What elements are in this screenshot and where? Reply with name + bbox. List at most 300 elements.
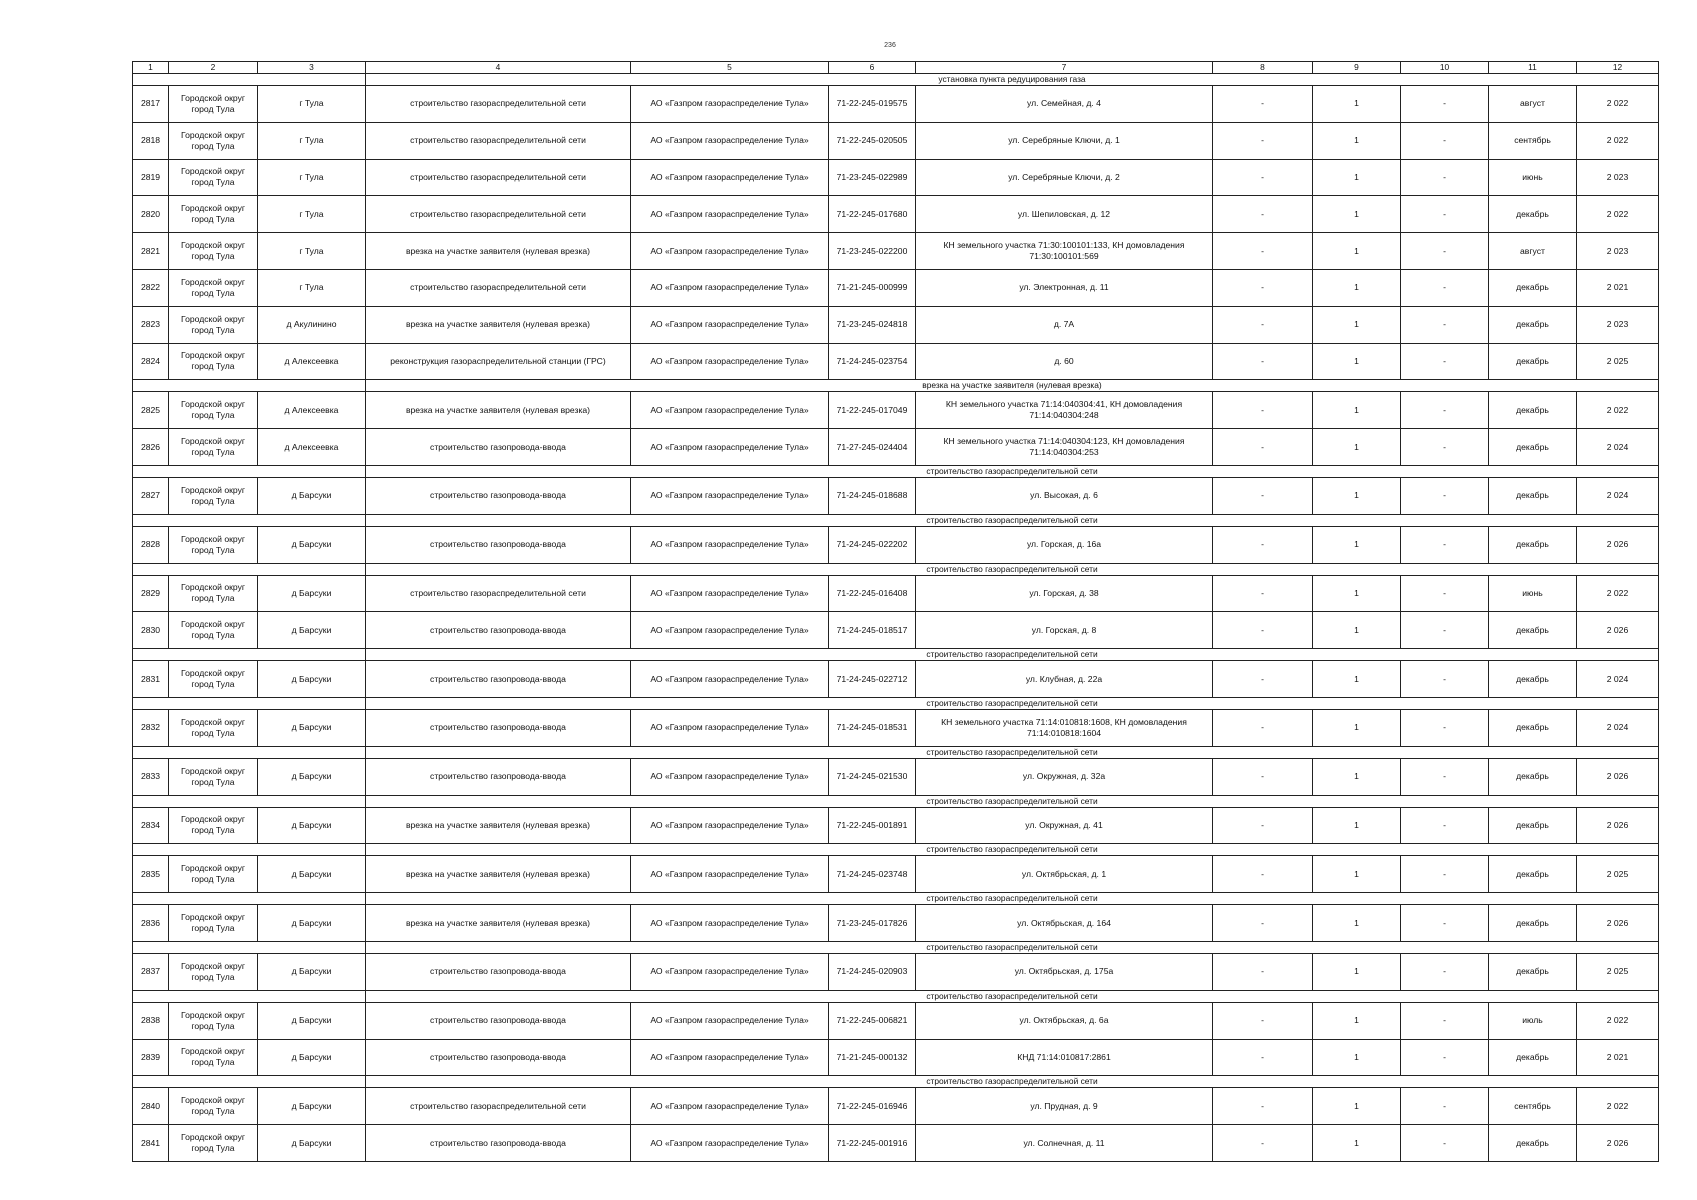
year-cell: 2 022 — [1577, 575, 1659, 612]
organization-cell: АО «Газпром газораспределение Тула» — [631, 758, 829, 795]
column-number-row — [133, 62, 1659, 74]
column-10-cell: - — [1401, 86, 1489, 123]
month-cell: декабрь — [1489, 343, 1577, 380]
section-note-row — [133, 1076, 1659, 1088]
municipality-cell: Городской округ город Тула — [169, 477, 258, 514]
column-8-cell: - — [1213, 86, 1313, 123]
table-row — [133, 856, 1659, 893]
municipality-cell: Городской округ город Тула — [169, 526, 258, 563]
locality-cell: д Барсуки — [258, 953, 366, 990]
municipality-cell: Городской округ город Тула — [169, 86, 258, 123]
organization-cell: АО «Газпром газораспределение Тула» — [631, 575, 829, 612]
address-cell: КН земельного участка 71:30:100101:133, КН домовладения 71:30:100101:569 — [916, 233, 1213, 270]
municipality-cell: Городской округ город Тула — [169, 1002, 258, 1039]
column-10-cell: - — [1401, 758, 1489, 795]
column-9-cell: 1 — [1313, 1125, 1401, 1162]
month-cell: декабрь — [1489, 1039, 1577, 1076]
work-type-cell: строительство газораспределительной сети — [366, 196, 631, 233]
row-number: 2836 — [133, 905, 169, 942]
address-cell: КН земельного участка 71:14:040304:123, КН домовладения 71:14:040304:253 — [916, 429, 1213, 466]
year-cell: 2 025 — [1577, 343, 1659, 380]
year-cell: 2 025 — [1577, 856, 1659, 893]
row-number: 2818 — [133, 122, 169, 159]
note-spacer — [133, 795, 366, 807]
note-spacer — [133, 380, 366, 392]
locality-cell: д Акулинино — [258, 306, 366, 343]
month-cell: декабрь — [1489, 1125, 1577, 1162]
section-note-row — [133, 697, 1659, 709]
note-spacer — [133, 941, 366, 953]
table-row — [133, 429, 1659, 466]
table-row — [133, 953, 1659, 990]
row-number: 2825 — [133, 392, 169, 429]
month-cell: декабрь — [1489, 709, 1577, 746]
municipality-cell: Городской округ город Тула — [169, 1088, 258, 1125]
column-10-cell: - — [1401, 306, 1489, 343]
column-9-cell: 1 — [1313, 758, 1401, 795]
row-number: 2824 — [133, 343, 169, 380]
month-cell: декабрь — [1489, 807, 1577, 844]
section-note: врезка на участке заявителя (нулевая врезка) — [366, 380, 1659, 392]
municipality-cell: Городской округ город Тула — [169, 306, 258, 343]
work-type-cell: врезка на участке заявителя (нулевая врезка) — [366, 392, 631, 429]
row-number: 2839 — [133, 1039, 169, 1076]
locality-cell: д Барсуки — [258, 1002, 366, 1039]
table-row — [133, 1002, 1659, 1039]
note-spacer — [133, 514, 366, 526]
column-9-cell: 1 — [1313, 343, 1401, 380]
column-8-cell: - — [1213, 807, 1313, 844]
column-number: 9 — [1313, 62, 1401, 74]
organization-cell: АО «Газпром газораспределение Тула» — [631, 953, 829, 990]
section-note: строительство газораспределительной сети — [366, 990, 1659, 1002]
column-8-cell: - — [1213, 905, 1313, 942]
year-cell: 2 021 — [1577, 1039, 1659, 1076]
organization-cell: АО «Газпром газораспределение Тула» — [631, 159, 829, 196]
column-10-cell: - — [1401, 807, 1489, 844]
column-10-cell: - — [1401, 343, 1489, 380]
year-cell: 2 022 — [1577, 196, 1659, 233]
row-number: 2827 — [133, 477, 169, 514]
month-cell: август — [1489, 86, 1577, 123]
month-cell: декабрь — [1489, 661, 1577, 698]
row-number: 2828 — [133, 526, 169, 563]
work-type-cell: строительство газораспределительной сети — [366, 1088, 631, 1125]
table-row — [133, 122, 1659, 159]
column-10-cell: - — [1401, 526, 1489, 563]
column-number: 4 — [366, 62, 631, 74]
column-10-cell: - — [1401, 159, 1489, 196]
organization-cell: АО «Газпром газораспределение Тула» — [631, 1039, 829, 1076]
column-9-cell: 1 — [1313, 429, 1401, 466]
column-10-cell: - — [1401, 1002, 1489, 1039]
work-type-cell: врезка на участке заявителя (нулевая врезка) — [366, 905, 631, 942]
section-note: строительство газораспределительной сети — [366, 941, 1659, 953]
note-spacer — [133, 649, 366, 661]
row-number: 2831 — [133, 661, 169, 698]
column-number: 12 — [1577, 62, 1659, 74]
column-8-cell: - — [1213, 122, 1313, 159]
month-cell: декабрь — [1489, 477, 1577, 514]
year-cell: 2 023 — [1577, 159, 1659, 196]
section-note-row — [133, 74, 1659, 86]
table-row — [133, 709, 1659, 746]
note-spacer — [133, 746, 366, 758]
row-number: 2820 — [133, 196, 169, 233]
year-cell: 2 024 — [1577, 661, 1659, 698]
request-code-cell: 71-21-245-000132 — [829, 1039, 916, 1076]
row-number: 2817 — [133, 86, 169, 123]
section-note: строительство газораспределительной сети — [366, 746, 1659, 758]
column-9-cell: 1 — [1313, 856, 1401, 893]
organization-cell: АО «Газпром газораспределение Тула» — [631, 709, 829, 746]
locality-cell: д Барсуки — [258, 477, 366, 514]
column-9-cell: 1 — [1313, 661, 1401, 698]
row-number: 2823 — [133, 306, 169, 343]
request-code-cell: 71-22-245-017680 — [829, 196, 916, 233]
work-type-cell: строительство газораспределительной сети — [366, 159, 631, 196]
year-cell: 2 026 — [1577, 758, 1659, 795]
work-type-cell: строительство газораспределительной сети — [366, 122, 631, 159]
table-row — [133, 1125, 1659, 1162]
municipality-cell: Городской округ город Тула — [169, 758, 258, 795]
month-cell: декабрь — [1489, 392, 1577, 429]
month-cell: сентябрь — [1489, 1088, 1577, 1125]
request-code-cell: 71-24-245-018531 — [829, 709, 916, 746]
address-cell: ул. Горская, д. 8 — [916, 612, 1213, 649]
request-code-cell: 71-24-245-023754 — [829, 343, 916, 380]
month-cell: декабрь — [1489, 953, 1577, 990]
organization-cell: АО «Газпром газораспределение Тула» — [631, 477, 829, 514]
address-cell: ул. Октябрьская, д. 175а — [916, 953, 1213, 990]
address-cell: КН земельного участка 71:14:040304:41, КН домовладения 71:14:040304:248 — [916, 392, 1213, 429]
column-10-cell: - — [1401, 661, 1489, 698]
organization-cell: АО «Газпром газораспределение Тула» — [631, 86, 829, 123]
month-cell: декабрь — [1489, 612, 1577, 649]
column-10-cell: - — [1401, 269, 1489, 306]
column-9-cell: 1 — [1313, 159, 1401, 196]
column-9-cell: 1 — [1313, 306, 1401, 343]
year-cell: 2 022 — [1577, 1088, 1659, 1125]
column-8-cell: - — [1213, 575, 1313, 612]
month-cell: июнь — [1489, 159, 1577, 196]
address-cell: КНД 71:14:010817:2861 — [916, 1039, 1213, 1076]
row-number: 2829 — [133, 575, 169, 612]
table-row — [133, 86, 1659, 123]
row-number: 2841 — [133, 1125, 169, 1162]
table-row — [133, 612, 1659, 649]
row-number: 2834 — [133, 807, 169, 844]
organization-cell: АО «Газпром газораспределение Тула» — [631, 306, 829, 343]
column-8-cell: - — [1213, 233, 1313, 270]
address-cell: ул. Солнечная, д. 11 — [916, 1125, 1213, 1162]
organization-cell: АО «Газпром газораспределение Тула» — [631, 343, 829, 380]
section-note: строительство газораспределительной сети — [366, 465, 1659, 477]
municipality-cell: Городской округ город Тула — [169, 392, 258, 429]
column-9-cell: 1 — [1313, 477, 1401, 514]
column-9-cell: 1 — [1313, 1088, 1401, 1125]
locality-cell: д Барсуки — [258, 526, 366, 563]
section-note-row — [133, 465, 1659, 477]
locality-cell: г Тула — [258, 86, 366, 123]
work-type-cell: строительство газораспределительной сети — [366, 86, 631, 123]
request-code-cell: 71-24-245-018688 — [829, 477, 916, 514]
locality-cell: д Барсуки — [258, 905, 366, 942]
organization-cell: АО «Газпром газораспределение Тула» — [631, 526, 829, 563]
table-row — [133, 233, 1659, 270]
work-type-cell: строительство газопровода-ввода — [366, 477, 631, 514]
section-note-row — [133, 941, 1659, 953]
column-number: 6 — [829, 62, 916, 74]
note-spacer — [133, 1076, 366, 1088]
organization-cell: АО «Газпром газораспределение Тула» — [631, 905, 829, 942]
column-8-cell: - — [1213, 159, 1313, 196]
column-number: 8 — [1213, 62, 1313, 74]
row-number: 2826 — [133, 429, 169, 466]
note-spacer — [133, 844, 366, 856]
work-type-cell: строительство газопровода-ввода — [366, 709, 631, 746]
column-10-cell: - — [1401, 1088, 1489, 1125]
column-8-cell: - — [1213, 758, 1313, 795]
month-cell: декабрь — [1489, 306, 1577, 343]
address-cell: ул. Серебряные Ключи, д. 2 — [916, 159, 1213, 196]
section-note: строительство газораспределительной сети — [366, 514, 1659, 526]
column-9-cell: 1 — [1313, 1002, 1401, 1039]
work-type-cell: строительство газораспределительной сети — [366, 269, 631, 306]
section-note: строительство газораспределительной сети — [366, 1076, 1659, 1088]
section-note: строительство газораспределительной сети — [366, 893, 1659, 905]
table-row — [133, 526, 1659, 563]
municipality-cell: Городской округ город Тула — [169, 159, 258, 196]
row-number: 2832 — [133, 709, 169, 746]
registry-table — [132, 61, 1659, 1162]
table-row — [133, 196, 1659, 233]
municipality-cell: Городской округ город Тула — [169, 196, 258, 233]
column-number: 11 — [1489, 62, 1577, 74]
row-number: 2838 — [133, 1002, 169, 1039]
municipality-cell: Городской округ город Тула — [169, 575, 258, 612]
address-cell: ул. Электронная, д. 11 — [916, 269, 1213, 306]
request-code-cell: 71-22-245-006821 — [829, 1002, 916, 1039]
municipality-cell: Городской округ город Тула — [169, 953, 258, 990]
column-8-cell: - — [1213, 856, 1313, 893]
locality-cell: д Барсуки — [258, 709, 366, 746]
column-8-cell: - — [1213, 306, 1313, 343]
note-spacer — [133, 465, 366, 477]
organization-cell: АО «Газпром газораспределение Тула» — [631, 392, 829, 429]
column-8-cell: - — [1213, 1002, 1313, 1039]
section-note: строительство газораспределительной сети — [366, 697, 1659, 709]
section-note-row — [133, 795, 1659, 807]
column-9-cell: 1 — [1313, 196, 1401, 233]
organization-cell: АО «Газпром газораспределение Тула» — [631, 612, 829, 649]
request-code-cell: 71-23-245-024818 — [829, 306, 916, 343]
work-type-cell: врезка на участке заявителя (нулевая врезка) — [366, 856, 631, 893]
locality-cell: д Барсуки — [258, 1125, 366, 1162]
address-cell: д. 60 — [916, 343, 1213, 380]
column-number: 3 — [258, 62, 366, 74]
column-10-cell: - — [1401, 1125, 1489, 1162]
column-8-cell: - — [1213, 709, 1313, 746]
address-cell: ул. Прудная, д. 9 — [916, 1088, 1213, 1125]
table-row — [133, 306, 1659, 343]
work-type-cell: строительство газопровода-ввода — [366, 661, 631, 698]
work-type-cell: врезка на участке заявителя (нулевая врезка) — [366, 233, 631, 270]
column-9-cell: 1 — [1313, 269, 1401, 306]
request-code-cell: 71-22-245-020505 — [829, 122, 916, 159]
column-8-cell: - — [1213, 343, 1313, 380]
column-8-cell: - — [1213, 1088, 1313, 1125]
address-cell: ул. Серебряные Ключи, д. 1 — [916, 122, 1213, 159]
address-cell: ул. Октябрьская, д. 6а — [916, 1002, 1213, 1039]
column-9-cell: 1 — [1313, 86, 1401, 123]
column-number: 10 — [1401, 62, 1489, 74]
section-note-row — [133, 844, 1659, 856]
municipality-cell: Городской округ город Тула — [169, 612, 258, 649]
column-number: 7 — [916, 62, 1213, 74]
year-cell: 2 022 — [1577, 122, 1659, 159]
column-number: 5 — [631, 62, 829, 74]
request-code-cell: 71-23-245-022989 — [829, 159, 916, 196]
address-cell: КН земельного участка 71:14:010818:1608, КН домовладения 71:14:010818:1604 — [916, 709, 1213, 746]
column-9-cell: 1 — [1313, 122, 1401, 159]
table-row — [133, 661, 1659, 698]
column-8-cell: - — [1213, 392, 1313, 429]
locality-cell: д Барсуки — [258, 1088, 366, 1125]
year-cell: 2 026 — [1577, 1125, 1659, 1162]
year-cell: 2 024 — [1577, 709, 1659, 746]
locality-cell: д Алексеевка — [258, 392, 366, 429]
municipality-cell: Городской округ город Тула — [169, 233, 258, 270]
municipality-cell: Городской округ город Тула — [169, 709, 258, 746]
request-code-cell: 71-24-245-022202 — [829, 526, 916, 563]
row-number: 2837 — [133, 953, 169, 990]
year-cell: 2 026 — [1577, 905, 1659, 942]
work-type-cell: реконструкция газораспределительной станции (ГРС) — [366, 343, 631, 380]
row-number: 2821 — [133, 233, 169, 270]
column-9-cell: 1 — [1313, 612, 1401, 649]
column-8-cell: - — [1213, 269, 1313, 306]
year-cell: 2 024 — [1577, 429, 1659, 466]
year-cell: 2 025 — [1577, 953, 1659, 990]
section-note-row — [133, 563, 1659, 575]
column-9-cell: 1 — [1313, 233, 1401, 270]
work-type-cell: строительство газопровода-ввода — [366, 1125, 631, 1162]
locality-cell: д Алексеевка — [258, 429, 366, 466]
section-note: строительство газораспределительной сети — [366, 844, 1659, 856]
address-cell: ул. Окружная, д. 41 — [916, 807, 1213, 844]
year-cell: 2 026 — [1577, 807, 1659, 844]
column-9-cell: 1 — [1313, 905, 1401, 942]
column-8-cell: - — [1213, 953, 1313, 990]
municipality-cell: Городской округ город Тула — [169, 1125, 258, 1162]
column-8-cell: - — [1213, 661, 1313, 698]
request-code-cell: 71-22-245-001891 — [829, 807, 916, 844]
column-8-cell: - — [1213, 1125, 1313, 1162]
month-cell: декабрь — [1489, 196, 1577, 233]
year-cell: 2 026 — [1577, 612, 1659, 649]
month-cell: декабрь — [1489, 905, 1577, 942]
column-8-cell: - — [1213, 196, 1313, 233]
month-cell: декабрь — [1489, 269, 1577, 306]
column-10-cell: - — [1401, 122, 1489, 159]
column-8-cell: - — [1213, 477, 1313, 514]
column-9-cell: 1 — [1313, 807, 1401, 844]
month-cell: декабрь — [1489, 526, 1577, 563]
year-cell: 2 022 — [1577, 392, 1659, 429]
request-code-cell: 71-24-245-023748 — [829, 856, 916, 893]
work-type-cell: строительство газопровода-ввода — [366, 526, 631, 563]
locality-cell: д Барсуки — [258, 575, 366, 612]
table-row — [133, 477, 1659, 514]
table-row — [133, 269, 1659, 306]
address-cell: ул. Горская, д. 16а — [916, 526, 1213, 563]
work-type-cell: врезка на участке заявителя (нулевая врезка) — [366, 807, 631, 844]
address-cell: ул. Клубная, д. 22а — [916, 661, 1213, 698]
organization-cell: АО «Газпром газораспределение Тула» — [631, 122, 829, 159]
column-10-cell: - — [1401, 1039, 1489, 1076]
column-8-cell: - — [1213, 612, 1313, 649]
locality-cell: г Тула — [258, 159, 366, 196]
year-cell: 2 022 — [1577, 86, 1659, 123]
request-code-cell: 71-22-245-016946 — [829, 1088, 916, 1125]
municipality-cell: Городской округ город Тула — [169, 905, 258, 942]
column-10-cell: - — [1401, 612, 1489, 649]
column-10-cell: - — [1401, 953, 1489, 990]
month-cell: декабрь — [1489, 758, 1577, 795]
municipality-cell: Городской округ город Тула — [169, 856, 258, 893]
municipality-cell: Городской округ город Тула — [169, 429, 258, 466]
request-code-cell: 71-22-245-019575 — [829, 86, 916, 123]
section-note: установка пункта редуцирования газа — [366, 74, 1659, 86]
address-cell: ул. Шепиловская, д. 12 — [916, 196, 1213, 233]
request-code-cell: 71-22-245-016408 — [829, 575, 916, 612]
request-code-cell: 71-24-245-020903 — [829, 953, 916, 990]
column-9-cell: 1 — [1313, 1039, 1401, 1076]
month-cell: сентябрь — [1489, 122, 1577, 159]
section-note-row — [133, 380, 1659, 392]
locality-cell: д Барсуки — [258, 758, 366, 795]
note-spacer — [133, 563, 366, 575]
request-code-cell: 71-24-245-022712 — [829, 661, 916, 698]
table-row — [133, 343, 1659, 380]
table-row — [133, 807, 1659, 844]
column-9-cell: 1 — [1313, 575, 1401, 612]
section-note-row — [133, 649, 1659, 661]
work-type-cell: строительство газораспределительной сети — [366, 575, 631, 612]
address-cell: ул. Октябрьская, д. 1 — [916, 856, 1213, 893]
month-cell: июль — [1489, 1002, 1577, 1039]
municipality-cell: Городской округ город Тула — [169, 343, 258, 380]
month-cell: июнь — [1489, 575, 1577, 612]
address-cell: ул. Высокая, д. 6 — [916, 477, 1213, 514]
year-cell: 2 021 — [1577, 269, 1659, 306]
organization-cell: АО «Газпром газораспределение Тула» — [631, 856, 829, 893]
locality-cell: д Барсуки — [258, 1039, 366, 1076]
organization-cell: АО «Газпром газораспределение Тула» — [631, 1088, 829, 1125]
note-spacer — [133, 893, 366, 905]
organization-cell: АО «Газпром газораспределение Тула» — [631, 1125, 829, 1162]
request-code-cell: 71-24-245-021530 — [829, 758, 916, 795]
column-number: 1 — [133, 62, 169, 74]
address-cell: ул. Октябрьская, д. 164 — [916, 905, 1213, 942]
month-cell: декабрь — [1489, 429, 1577, 466]
column-9-cell: 1 — [1313, 709, 1401, 746]
locality-cell: д Барсуки — [258, 856, 366, 893]
work-type-cell: строительство газопровода-ввода — [366, 612, 631, 649]
request-code-cell: 71-23-245-022200 — [829, 233, 916, 270]
locality-cell: д Барсуки — [258, 612, 366, 649]
